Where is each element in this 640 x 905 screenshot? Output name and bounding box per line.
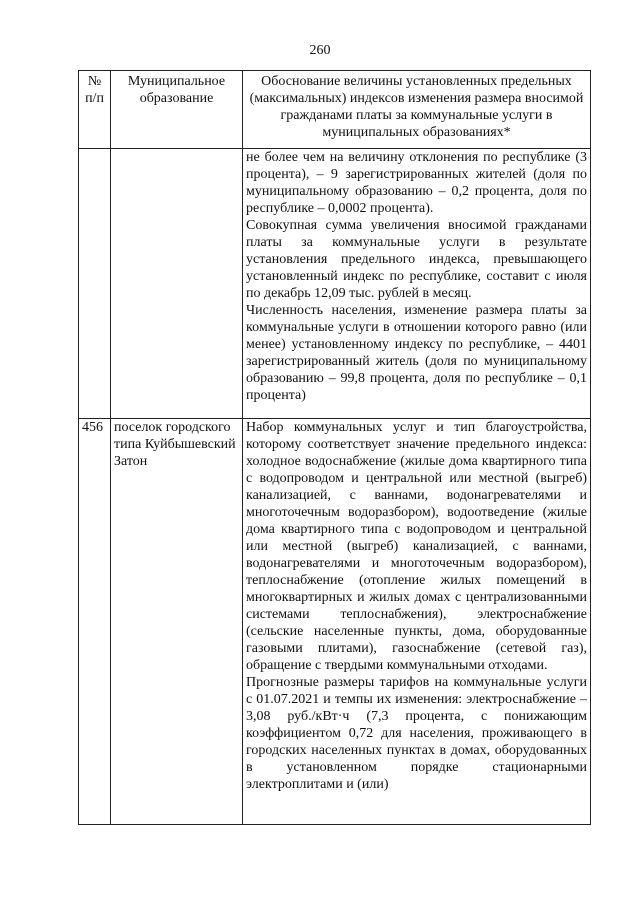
- municipality-cell: [111, 149, 243, 419]
- justification-cell: [243, 149, 591, 419]
- table-row: [79, 149, 591, 419]
- justification-cell: [243, 419, 591, 825]
- header-number: № п/п: [79, 71, 111, 149]
- page-number: 260: [309, 43, 331, 58]
- row-number-cell: 456: [79, 419, 111, 825]
- header-municipality: Муниципальное образование: [111, 71, 243, 149]
- tariff-justification-table: [78, 70, 591, 825]
- municipality-cell: поселок городского типа Куйбышевский Затон: [111, 419, 243, 825]
- justification-paragraph: Набор коммунальных услуг и тип благоустройства, которому соответствует значение предельного индекса: холодное водоснабжение (жилые дома квартирного типа с водопроводом и центральной или местной (выгреб) канализацией, с ваннами, водонагревателями и многоточечным водоразбором), водоотведение (жилые дома квартирного типа с водопроводом и центральной или местной (выгреб) канализацией, с ваннами, водонагревателями и многоточечным водоразбором), теплоснабжение (отопление жилых помещений в многоквартирных и жилых домах с централизованными системами теплоснабжения), электроснабжение (сельские населенные пункты, дома, оборудованные газовыми плитами), газоснабжение (сетевой газ), обращение с твердыми коммунальными отходами.: [246, 420, 587, 673]
- justification-paragraph: Совокупная сумма увеличения вносимой гражданами платы за коммунальные услуги в результате установления предельного индекса, превышающего установленный индекс по республике, составит с июля по декабрь 12,09 тыс. рублей в месяц.: [246, 218, 587, 301]
- justification-paragraph: Численность населения, изменение размера платы за коммунальные услуги в отношении которого равно (или менее) установленному индексу по республике, – 4401 зарегистрированный житель (доля по муниципальному образованию – 99,8 процента, доля по республике – 0,1 процента): [246, 303, 587, 403]
- table-header-row: [79, 71, 591, 149]
- header-justification: Обоснование величины установленных предельных (максимальных) индексов изменения размера вносимой гражданами платы за коммунальные услуги в муниципальных образованиях*: [243, 71, 591, 149]
- justification-paragraph: Прогнозные размеры тарифов на коммунальные услуги с 01.07.2021 и темпы их изменения: электроснабжение – 3,08 руб./кВт·ч (7,3 процента, с понижающим коэффициентом 0,72 для населения, проживающего в городских населенных пунктах в домах, оборудованных в установленном порядке стационарными электроплитами и (или): [246, 675, 587, 792]
- row-number-cell: [79, 149, 111, 419]
- table-row: [79, 419, 591, 825]
- justification-paragraph: не более чем на величину отклонения по республике (3 процента), – 9 зарегистрированных жителей (доля по муниципальному образованию – 0,2 процента, доля по республике – 0,0002 процента).: [246, 150, 587, 216]
